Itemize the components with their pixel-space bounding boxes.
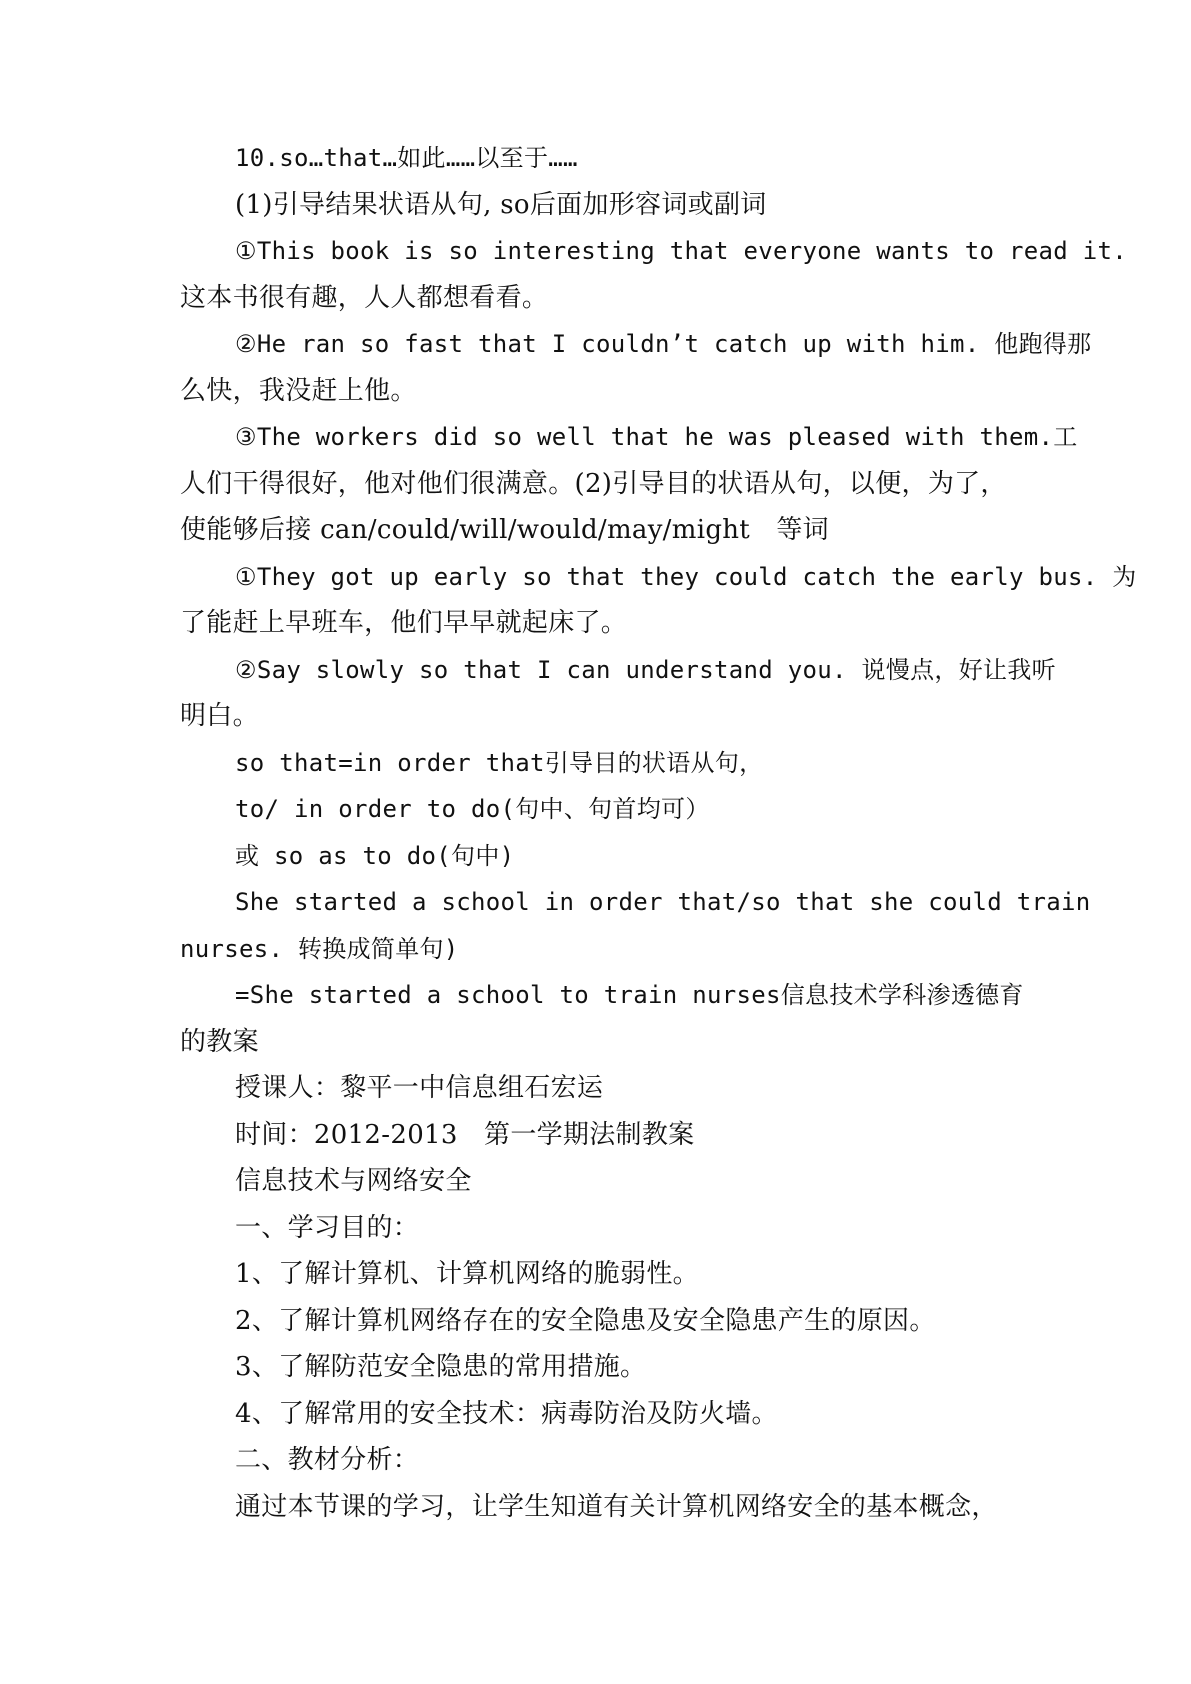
document-body	[180, 135, 1137, 1530]
text-line: 授课人：黎平一中信息组石宏运	[235, 1073, 604, 1103]
text-line: 2、了解计算机网络存在的安全隐患及安全隐患产生的原因。	[235, 1305, 936, 1336]
text-line: She started a school in order that/so that she could train	[235, 888, 1091, 916]
text-line: 通过本节课的学习，让学生知道有关计算机网络安全的基本概念，	[235, 1491, 998, 1522]
text-line: (1)引导结果状语从句, so后面加形容词或副词	[235, 189, 767, 220]
text-line: ②He ran so fast that I couldn’t catch up with him. 他跑得那	[235, 330, 1092, 358]
text-line: ①This book is so interesting that everyone wants to read it.	[235, 237, 1128, 265]
text-line: 3、了解防范安全隐患的常用措施。	[235, 1352, 647, 1382]
text-line: 么快，我没赶上他。	[180, 375, 417, 406]
text-line: 了能赶上早班车，他们早早就起床了。	[180, 608, 628, 638]
text-line: to/ in order to do(句中、句首均可）	[235, 795, 710, 823]
text-line: ①They got up early so that they could catch the early bus. 为	[235, 562, 1137, 591]
text-line: 这本书很有趣，人人都想看看。	[180, 282, 549, 313]
text-line: 时间：2012-2013 第一学期法制教案	[235, 1119, 695, 1150]
text-line: ③The workers did so well that he was pleased with them.工	[235, 423, 1078, 451]
text-line: 的教案	[180, 1026, 259, 1057]
text-line: 1、了解计算机、计算机网络的脆弱性。	[235, 1259, 699, 1289]
text-line: 4、了解常用的安全技术：病毒防治及防火墙。	[235, 1398, 778, 1429]
text-line: 信息技术与网络安全	[235, 1166, 472, 1196]
text-line: nurses. 转换成简单句)	[180, 934, 459, 963]
text-line: 二、教材分析：	[235, 1445, 420, 1475]
text-line: 10.so…that…如此……以至于……	[235, 144, 578, 172]
text-line: so that=in order that引导目的状语从句，	[235, 748, 764, 777]
text-line: 一、学习目的：	[235, 1212, 420, 1243]
text-line: =She started a school to train nurses信息技术学科渗透德育	[235, 981, 1024, 1009]
text-line: ②Say slowly so that I can understand you. 说慢点，好让我听	[235, 655, 1056, 684]
text-line: 人们干得很好，他对他们很满意。(2)引导目的状语从句，以便，为了，	[180, 468, 1007, 499]
text-line: 使能够后接 can/could/will/would/may/might 等词	[180, 515, 829, 545]
text-line: 明白。	[180, 701, 259, 731]
text-line: 或 so as to do(句中)	[235, 841, 515, 870]
